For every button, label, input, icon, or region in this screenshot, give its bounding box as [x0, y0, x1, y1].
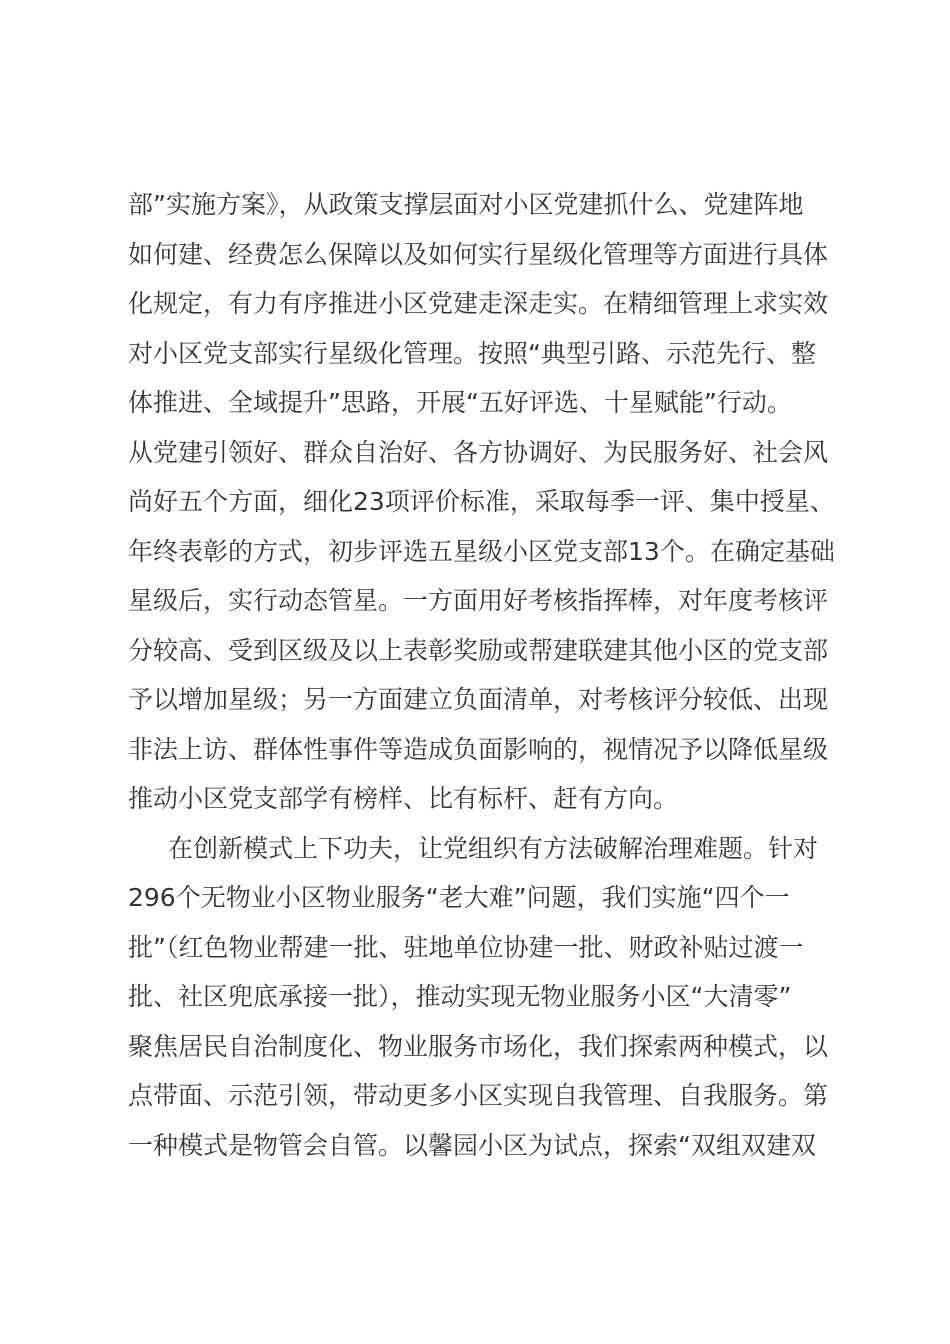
document-body — [128, 180, 848, 1170]
paragraph-start-line: 在创新模式上下功夫，让党组织有方法破解治理难题。针对 — [168, 833, 819, 863]
text-line: 一种模式是物管会自管。以馨园小区为试点，探索“双组双建双 — [128, 1130, 816, 1160]
text-line: 批、社区兜底承接一批），推动实现无物业服务小区“大清零” — [128, 982, 792, 1011]
text-line: 从党建引领好、群众自治好、各方协调好、为民服务好、社会风 — [128, 437, 829, 467]
text-line: 296个无物业小区物业服务“老大难”问题，我们实施“四个一 — [128, 883, 790, 912]
text-line: 年终表彰的方式，初步评选五星级小区党支部13个。在确定基础 — [128, 536, 835, 566]
text-line: 批”（红色物业帮建一批、驻地单位协建一批、财政补贴过渡一 — [128, 932, 804, 962]
text-line: 对小区党支部实行星级化管理。按照“典型引路、示范先行、整 — [128, 338, 816, 368]
text-line: 聚焦居民自治制度化、物业服务市场化，我们探索两种模式，以 — [128, 1031, 829, 1061]
text-line: 星级后，实行动态管星。一方面用好考核指挥棒，对年度考核评 — [128, 586, 829, 615]
text-line: 分较高、受到区级及以上表彰奖励或帮建联建其他小区的党支部 — [128, 635, 829, 665]
text-line: 部”实施方案》，从政策支撑层面对小区党建抓什么、党建阵地 — [128, 190, 804, 219]
text-line: 体推进、全域提升”思路，开展“五好评选、十星赋能”行动。 — [128, 388, 792, 417]
text-line: 尚好五个方面，细化23项评价标准，采取每季一评、集中授星、 — [128, 487, 835, 516]
text-line: 如何建、经费怎么保障以及如何实行星级化管理等方面进行具体 — [128, 239, 829, 269]
text-line: 予以增加星级；另一方面建立负面清单，对考核评分较低、出现 — [128, 685, 829, 714]
text-line: 非法上访、群体性事件等造成负面影响的，视情况予以降低星级 — [128, 734, 829, 764]
text-line: 点带面、示范引领，带动更多小区实现自我管理、自我服务。第 — [128, 1081, 829, 1110]
text-line: 推动小区党支部学有榜样、比有标杆、赶有方向。 — [128, 784, 679, 813]
text-line: 化规定，有力有序推进小区党建走深走实。在精细管理上求实效 — [128, 289, 829, 318]
